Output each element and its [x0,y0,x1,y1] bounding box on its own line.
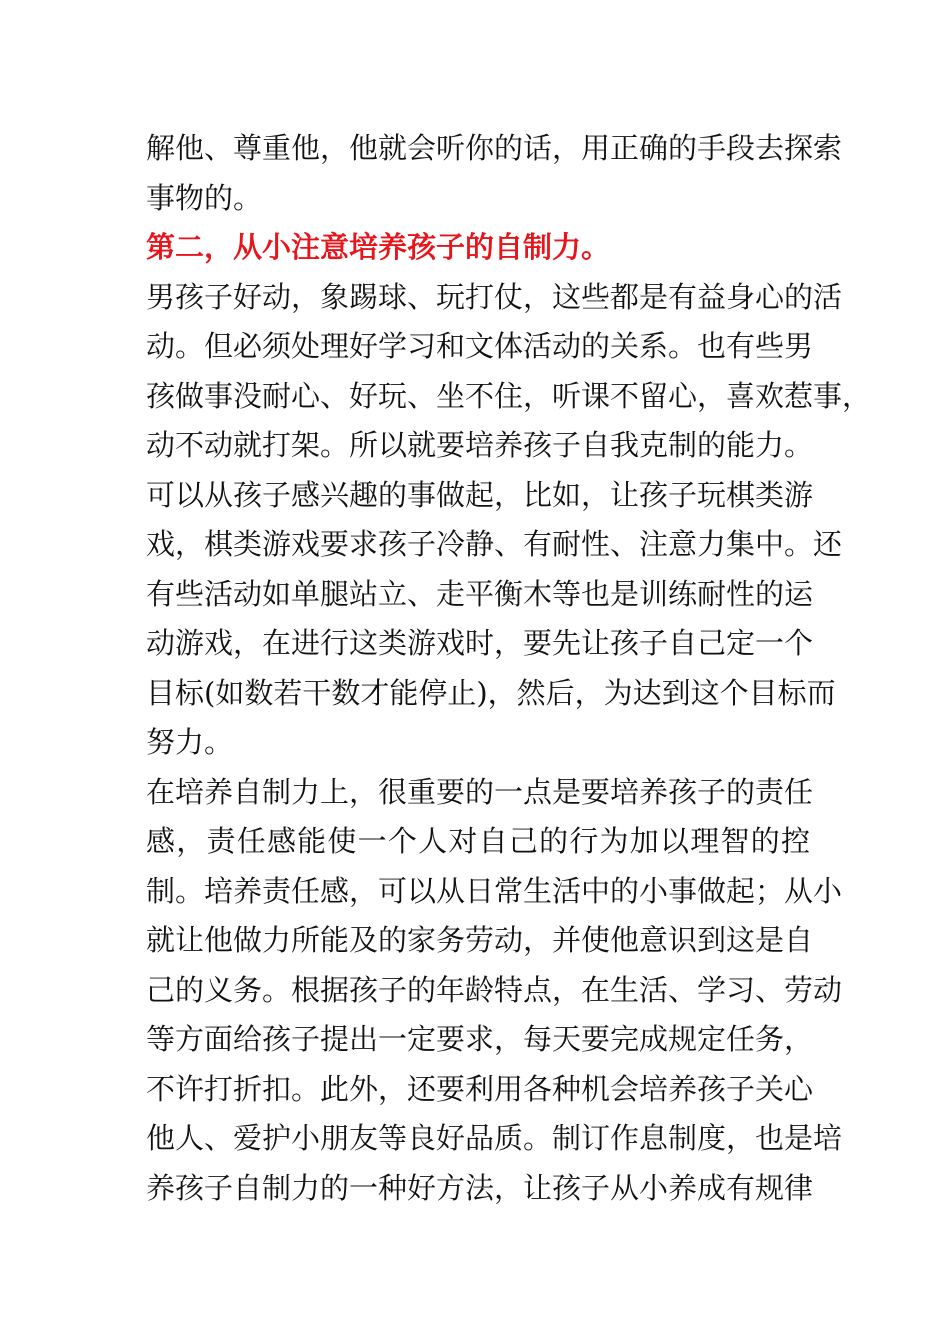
text-line-21: 他人、爱护小朋友等良好品质。制订作息制度，也是培 [146,1121,843,1155]
text-line-11: 动游戏，在进行这类游戏时，要先让孩子自己定一个 [146,626,814,660]
text-line-6: 孩做事没耐心、好玩、坐不住，听课不留心，喜欢惹事， [146,378,872,413]
text-line-2: 事物的。 [146,180,263,215]
text-line-5: 动。但必须处理好学习和文体活动的关系。也有些男 [146,329,814,363]
text-line-20: 不许打折扣。此外，还要利用各种机会培养孩子关心 [146,1071,814,1106]
text-line-8: 可以从孩子感兴趣的事做起，比如，让孩子玩棋类游 [146,477,814,512]
document-body [146,124,872,1213]
text-line-14: 在培养自制力上，很重要的一点是要培养孩子的责任 [146,774,814,809]
text-line-1: 解他、尊重他，他就会听你的话，用正确的手段去探索 [146,131,843,165]
text-line-17: 就让他做力所能及的家务劳动，并使他意识到这是自 [146,923,814,957]
text-line-10: 有些活动如单腿站立、走平衡木等也是训练耐性的运 [146,576,814,611]
text-line-7: 动不动就打架。所以就要培养孩子自我克制的能力。 [146,428,814,462]
text-line-18: 己的义务。根据孩子的年龄特点，在生活、学习、劳动 [146,972,843,1007]
text-line-19: 等方面给孩子提出一定要求，每天要完成规定任务， [146,1022,814,1056]
text-line-4: 男孩子好动，象踢球、玩打仗，这些都是有益身心的活 [146,279,843,314]
text-line-16: 制。培养责任感，可以从日常生活中的小事做起；从小 [146,873,843,908]
text-line-15: 感，责任感能使一个人对自己的行为加以理智的控 [146,824,810,858]
text-line-22: 养孩子自制力的一种好方法，让孩子从小养成有规律 [146,1170,814,1205]
section-heading: 第二，从小注意培养孩子的自制力。 [146,230,611,264]
text-line-12: 目标(如数若干数才能停止)，然后，为达到这个目标而 [146,675,836,710]
text-line-9: 戏，棋类游戏要求孩子冷静、有耐性、注意力集中。还 [146,527,843,561]
text-line-13: 努力。 [146,725,234,759]
